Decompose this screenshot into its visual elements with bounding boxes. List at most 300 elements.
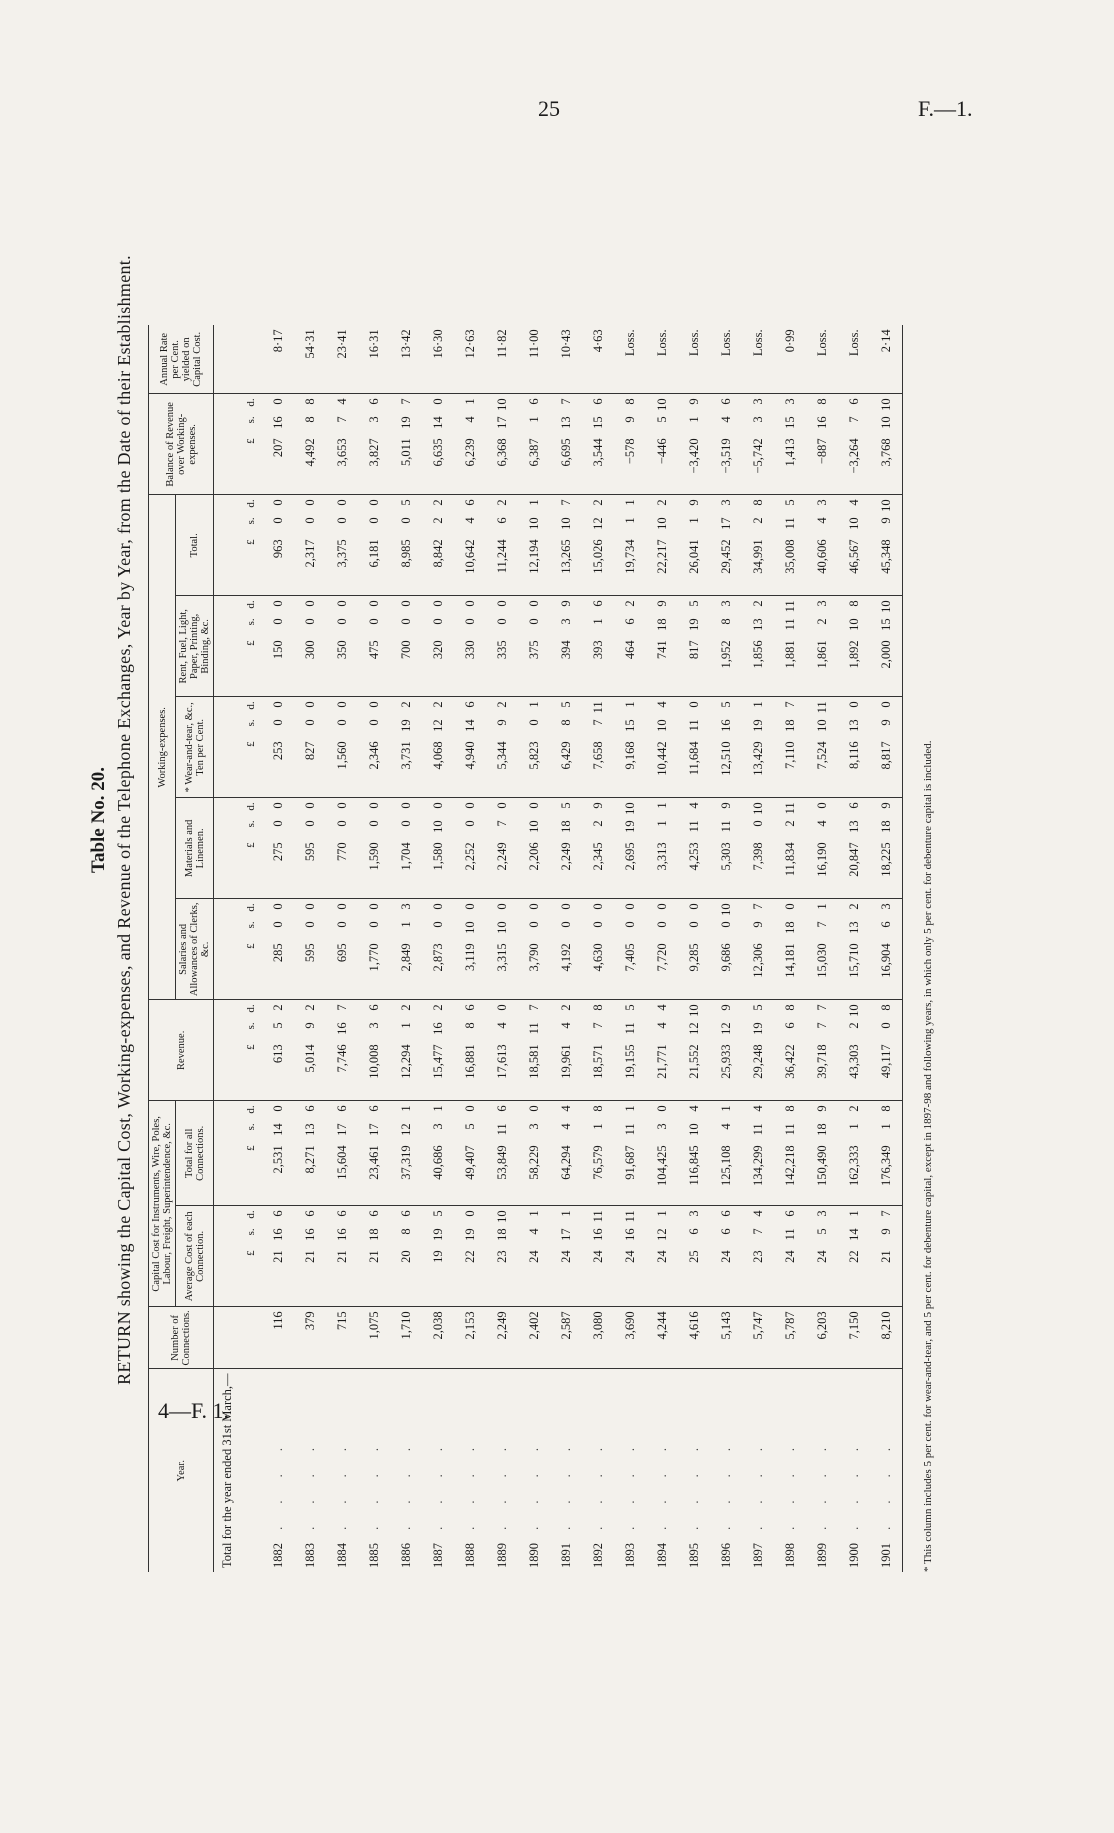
total-capital-cell xyxy=(646,1101,678,1206)
total-capital-cell xyxy=(806,1101,838,1206)
pounds: 207 xyxy=(270,438,285,458)
lsd-value xyxy=(815,1210,830,1302)
lsd-value xyxy=(303,903,318,995)
lsd-value xyxy=(527,1210,542,1302)
pounds: 2,695 xyxy=(622,842,637,871)
pence: 1 xyxy=(622,499,637,506)
shillings: 0 xyxy=(334,517,349,524)
pounds: 15,710 xyxy=(846,943,861,978)
balance-cell xyxy=(518,394,550,495)
shillings: 0 xyxy=(718,921,733,928)
pounds: 21 xyxy=(878,1250,893,1263)
shillings: 14 xyxy=(270,1123,285,1136)
year-value: 1901 xyxy=(878,1543,893,1568)
salaries-cell xyxy=(774,899,806,1000)
pounds: 26,041 xyxy=(686,539,701,574)
revenue-cell xyxy=(454,1000,486,1101)
pounds: 394 xyxy=(558,640,573,660)
revenue-cell xyxy=(358,1000,390,1101)
pence: 1 xyxy=(526,701,541,708)
pounds: 14,181 xyxy=(782,943,797,978)
pence: 6 xyxy=(526,398,541,405)
leader-dots: . . . . xyxy=(814,1438,829,1543)
pence: 6 xyxy=(846,398,861,405)
shillings: 0 xyxy=(462,618,477,625)
avg-cost-cell xyxy=(774,1206,806,1307)
rent-cell xyxy=(358,596,390,697)
connections-cell: 116 xyxy=(262,1307,294,1369)
year-value: 1889 xyxy=(494,1543,509,1568)
pounds: 25,933 xyxy=(718,1044,733,1079)
pence: 5 xyxy=(750,1004,765,1011)
pounds: 11,244 xyxy=(494,539,509,574)
rent-cell xyxy=(806,596,838,697)
lsd-value xyxy=(559,1004,574,1096)
pounds: −446 xyxy=(654,438,669,465)
lsd-value xyxy=(847,802,862,894)
salaries-cell xyxy=(326,899,358,1000)
pence: 9 xyxy=(718,802,733,809)
balance-cell xyxy=(774,394,806,495)
shillings: 4 xyxy=(654,1022,669,1029)
shillings: 0 xyxy=(590,921,605,928)
rent-cell xyxy=(870,596,903,697)
avg-cost-cell xyxy=(742,1206,774,1307)
pounds: 17,613 xyxy=(494,1044,509,1079)
pence: 4 xyxy=(750,1210,765,1217)
total-expenses-cell xyxy=(806,495,838,596)
total-capital-cell xyxy=(294,1101,326,1206)
shillings: 11 xyxy=(622,1022,637,1035)
pounds: 19 xyxy=(430,1250,445,1263)
lsd-value xyxy=(495,499,510,591)
header-materials: Materials and Linemen. xyxy=(176,798,214,899)
pounds: 3,315 xyxy=(494,943,509,972)
pence: 5 xyxy=(686,600,701,607)
pence: 0 xyxy=(270,701,285,708)
pounds: 3,544 xyxy=(590,438,605,467)
shillings: 3 xyxy=(366,416,381,423)
wear-cell xyxy=(422,697,454,798)
total-expenses-cell xyxy=(870,495,903,596)
pounds: 91,687 xyxy=(622,1145,637,1180)
materials-cell xyxy=(870,798,903,899)
revenue-cell xyxy=(678,1000,710,1101)
pence: 10 xyxy=(846,1004,861,1017)
leader-dots: . . . . xyxy=(878,1438,893,1543)
lsd-value xyxy=(527,600,542,692)
pence: 0 xyxy=(430,398,445,405)
pounds: £ xyxy=(245,1250,257,1256)
pence: 1 xyxy=(750,701,765,708)
shillings: 7 xyxy=(494,820,509,827)
lsd-value xyxy=(431,499,446,591)
pounds: £ xyxy=(245,741,257,747)
shillings: 16 xyxy=(270,416,285,429)
rent-cell xyxy=(262,596,294,697)
pence: 6 xyxy=(718,398,733,405)
total-label: Total for the year ended 31st March,— xyxy=(219,1373,234,1568)
leader-dots: . . . . xyxy=(366,1438,381,1543)
rate-cell: Loss. xyxy=(742,325,774,394)
pounds: 37,319 xyxy=(398,1145,413,1180)
pence: 8 xyxy=(782,1004,797,1011)
shillings: 16 xyxy=(590,1228,605,1241)
connections-cell: 5,143 xyxy=(710,1307,742,1369)
pounds: 595 xyxy=(302,943,317,963)
lsd-value xyxy=(623,1004,638,1096)
pence: 10 xyxy=(654,398,669,411)
salaries-cell xyxy=(358,899,390,1000)
pence: 8 xyxy=(878,1004,893,1011)
year-cell xyxy=(358,1369,390,1572)
shillings: 4 xyxy=(814,517,829,524)
pence: 0 xyxy=(302,701,317,708)
shillings: 1 xyxy=(622,517,637,524)
pounds: 8,817 xyxy=(878,741,893,770)
lsd-value xyxy=(495,1105,510,1197)
pence: d. xyxy=(245,499,257,508)
pounds: 7,524 xyxy=(814,741,829,770)
pounds: 350 xyxy=(334,640,349,660)
materials-cell xyxy=(262,798,294,899)
pence: 8 xyxy=(846,600,861,607)
revenue-cell xyxy=(518,1000,550,1101)
lsd-value xyxy=(591,903,606,995)
shillings: 3 xyxy=(430,1123,445,1130)
table-row xyxy=(806,325,838,1572)
lsd-value xyxy=(399,1105,414,1197)
pence: 6 xyxy=(462,499,477,506)
salaries-cell xyxy=(614,899,646,1000)
pounds: 6,429 xyxy=(558,741,573,770)
pence: 0 xyxy=(526,1105,541,1112)
pence: 0 xyxy=(366,499,381,506)
shillings: 17 xyxy=(366,1123,381,1136)
materials-cell xyxy=(358,798,390,899)
total-expenses-cell xyxy=(294,495,326,596)
pounds: £ xyxy=(245,1044,257,1050)
total-capital-cell xyxy=(518,1101,550,1206)
table-row xyxy=(710,325,742,1572)
shillings: 18 xyxy=(558,820,573,833)
lsd-value xyxy=(879,398,894,490)
rate-cell: 0·99 xyxy=(774,325,806,394)
salaries-cell xyxy=(390,899,422,1000)
lsd-value xyxy=(245,903,257,995)
shillings: 1 xyxy=(526,416,541,423)
shillings: 8 xyxy=(558,719,573,726)
pence: 7 xyxy=(782,701,797,708)
pence: 4 xyxy=(686,802,701,809)
shillings: 0 xyxy=(398,618,413,625)
pence: 0 xyxy=(494,600,509,607)
shillings: 0 xyxy=(270,921,285,928)
lsd-value xyxy=(559,701,574,793)
lsd-value xyxy=(399,802,414,894)
pence: 0 xyxy=(270,398,285,405)
units-cell xyxy=(240,1101,262,1206)
pence: 9 xyxy=(878,802,893,809)
shillings: 3 xyxy=(558,618,573,625)
lsd-value xyxy=(719,600,734,692)
shillings: 2 xyxy=(750,517,765,524)
lsd-value xyxy=(879,499,894,591)
pence: 6 xyxy=(590,600,605,607)
pounds: 8,985 xyxy=(398,539,413,568)
total-capital-cell xyxy=(774,1101,806,1206)
wear-cell xyxy=(614,697,646,798)
shillings: 15 xyxy=(590,416,605,429)
shillings: 3 xyxy=(750,416,765,423)
lsd-value xyxy=(879,1004,894,1096)
lsd-value xyxy=(687,1004,702,1096)
pounds: 6,368 xyxy=(494,438,509,467)
shillings: 0 xyxy=(302,820,317,827)
pounds: 475 xyxy=(366,640,381,660)
leader-dots: . . . . xyxy=(494,1438,509,1543)
pounds: 741 xyxy=(654,640,669,660)
shillings: 0 xyxy=(430,921,445,928)
pence: 2 xyxy=(558,1004,573,1011)
total-expenses-cell xyxy=(486,495,518,596)
lsd-value xyxy=(655,903,670,995)
leader-dots: . . . . xyxy=(398,1438,413,1543)
materials-cell xyxy=(838,798,870,899)
shillings: 1 xyxy=(398,921,413,928)
table-row xyxy=(838,325,870,1572)
pounds: 1,413 xyxy=(782,438,797,467)
pounds: 40,606 xyxy=(814,539,829,574)
pence: 5 xyxy=(782,499,797,506)
lsd-value xyxy=(719,1105,734,1197)
lsd-value xyxy=(879,600,894,692)
pounds: 64,294 xyxy=(558,1145,573,1180)
shillings: 12 xyxy=(398,1123,413,1136)
salaries-cell xyxy=(678,899,710,1000)
shillings: 19 xyxy=(686,618,701,631)
rate-cell: 54·31 xyxy=(294,325,326,394)
lsd-value xyxy=(399,1210,414,1302)
lsd-value xyxy=(847,1105,862,1197)
pence: 6 xyxy=(846,802,861,809)
wear-cell xyxy=(582,697,614,798)
lsd-value xyxy=(751,1105,766,1197)
pounds: 9,686 xyxy=(718,943,733,972)
units-row xyxy=(240,325,262,1572)
total-expenses-cell xyxy=(742,495,774,596)
balance-cell xyxy=(550,394,582,495)
telephone-exchange-table xyxy=(148,325,903,1572)
pence: 11 xyxy=(622,1210,637,1223)
pence: 6 xyxy=(366,1004,381,1011)
pence: 7 xyxy=(526,1004,541,1011)
shillings: 18 xyxy=(878,820,893,833)
pence: 2 xyxy=(622,600,637,607)
pence: 6 xyxy=(494,1105,509,1112)
lsd-value xyxy=(463,499,478,591)
leader-dots: . . . . xyxy=(462,1438,477,1543)
pence: 9 xyxy=(558,600,573,607)
pounds: 2,206 xyxy=(526,842,541,871)
connections-cell: 5,787 xyxy=(774,1307,806,1369)
lsd-value xyxy=(271,600,286,692)
table-row xyxy=(358,325,390,1572)
year-value: 1890 xyxy=(526,1543,541,1568)
pounds: −887 xyxy=(814,438,829,465)
pence: 7 xyxy=(558,499,573,506)
pence: 2 xyxy=(590,499,605,506)
lsd-value xyxy=(367,802,382,894)
lsd-value xyxy=(367,499,382,591)
lsd-value xyxy=(687,398,702,490)
shillings: 10 xyxy=(654,719,669,732)
salaries-cell xyxy=(646,899,678,1000)
shillings: 0 xyxy=(526,618,541,625)
shillings: s. xyxy=(245,1228,257,1236)
pounds: 4,492 xyxy=(302,438,317,467)
lsd-value xyxy=(655,1105,670,1197)
pence: 0 xyxy=(270,499,285,506)
shillings: 0 xyxy=(494,618,509,625)
total-expenses-cell xyxy=(678,495,710,596)
pence: 3 xyxy=(814,1210,829,1217)
pence: 0 xyxy=(366,802,381,809)
pence: 0 xyxy=(462,1105,477,1112)
table-number: Table No. 20. xyxy=(88,767,109,873)
pence: 3 xyxy=(814,499,829,506)
pounds: 2,000 xyxy=(878,640,893,669)
shillings: 18 xyxy=(782,719,797,732)
pence: 2 xyxy=(846,1105,861,1112)
lsd-value xyxy=(623,499,638,591)
lsd-value xyxy=(527,802,542,894)
pence: 0 xyxy=(878,701,893,708)
lsd-value xyxy=(815,600,830,692)
pounds: 18,225 xyxy=(878,842,893,877)
rate-cell: 12·63 xyxy=(454,325,486,394)
pounds: −578 xyxy=(622,438,637,465)
shillings: 8 xyxy=(302,416,317,423)
shillings: 16 xyxy=(334,1228,349,1241)
lsd-value xyxy=(719,1210,734,1302)
pounds: 5,014 xyxy=(302,1044,317,1073)
rent-cell xyxy=(294,596,326,697)
lsd-value xyxy=(591,600,606,692)
leader-dots: . . . . xyxy=(302,1438,317,1543)
lsd-value xyxy=(783,600,798,692)
pounds: 142,218 xyxy=(782,1145,797,1186)
lsd-value xyxy=(527,499,542,591)
pence: 0 xyxy=(494,802,509,809)
year-value: 1884 xyxy=(334,1543,349,1568)
shillings: 10 xyxy=(494,921,509,934)
shillings: s. xyxy=(245,618,257,626)
shillings: 0 xyxy=(366,618,381,625)
pounds: 104,425 xyxy=(654,1145,669,1186)
lsd-value xyxy=(463,1105,478,1197)
lsd-value xyxy=(751,398,766,490)
balance-cell xyxy=(614,394,646,495)
pounds: 1,881 xyxy=(782,640,797,669)
pence: 10 xyxy=(494,398,509,411)
pounds: 827 xyxy=(302,741,317,761)
year-cell xyxy=(422,1369,454,1572)
avg-cost-cell xyxy=(358,1206,390,1307)
shillings: 11 xyxy=(782,1123,797,1136)
pence: 10 xyxy=(622,802,637,815)
wear-cell xyxy=(262,697,294,798)
year-cell xyxy=(838,1369,870,1572)
page-number: 25 xyxy=(538,96,560,121)
balance-cell xyxy=(262,394,294,495)
pence: 0 xyxy=(270,903,285,910)
lsd-value xyxy=(815,1105,830,1197)
lsd-value xyxy=(463,701,478,793)
pence: 1 xyxy=(526,1210,541,1217)
pence: 0 xyxy=(430,802,445,809)
shillings: 2 xyxy=(590,820,605,827)
rent-cell xyxy=(486,596,518,697)
lsd-value xyxy=(303,398,318,490)
shillings: 12 xyxy=(654,1228,669,1241)
connections-cell: 2,587 xyxy=(550,1307,582,1369)
table-row xyxy=(262,325,294,1572)
materials-cell xyxy=(742,798,774,899)
units-cell xyxy=(240,394,262,495)
balance-cell xyxy=(582,394,614,495)
pence: 6 xyxy=(270,1210,285,1217)
total-expenses-cell xyxy=(838,495,870,596)
connections-cell: 4,616 xyxy=(678,1307,710,1369)
lsd-value xyxy=(463,398,478,490)
shillings: 6 xyxy=(686,1228,701,1235)
shillings: s. xyxy=(245,820,257,828)
pence: 0 xyxy=(494,1004,509,1011)
wear-cell xyxy=(710,697,742,798)
units-cell xyxy=(240,495,262,596)
shillings: 0 xyxy=(878,1022,893,1029)
year-cell xyxy=(742,1369,774,1572)
lsd-value xyxy=(847,1210,862,1302)
pounds: 23 xyxy=(750,1250,765,1263)
materials-cell xyxy=(390,798,422,899)
revenue-cell xyxy=(806,1000,838,1101)
pounds: 23 xyxy=(494,1250,509,1263)
rate-cell: 16·30 xyxy=(422,325,454,394)
lsd-value xyxy=(431,802,446,894)
leader-dots: . . . . xyxy=(270,1438,285,1543)
wear-cell xyxy=(518,697,550,798)
avg-cost-cell xyxy=(390,1206,422,1307)
lsd-value xyxy=(687,600,702,692)
pence: 0 xyxy=(334,903,349,910)
pence: 8 xyxy=(782,1105,797,1112)
pence: 4 xyxy=(654,701,669,708)
pence: 7 xyxy=(558,398,573,405)
header-total-expenses: Total. xyxy=(176,495,214,596)
pounds: 24 xyxy=(558,1250,573,1263)
year-value: 1894 xyxy=(654,1543,669,1568)
lsd-value xyxy=(431,1210,446,1302)
shillings: 1 xyxy=(686,416,701,423)
lsd-value xyxy=(559,398,574,490)
lsd-value xyxy=(335,802,350,894)
lsd-value xyxy=(655,398,670,490)
shillings: 10 xyxy=(654,517,669,530)
connections-cell: 2,153 xyxy=(454,1307,486,1369)
pence: 0 xyxy=(334,701,349,708)
